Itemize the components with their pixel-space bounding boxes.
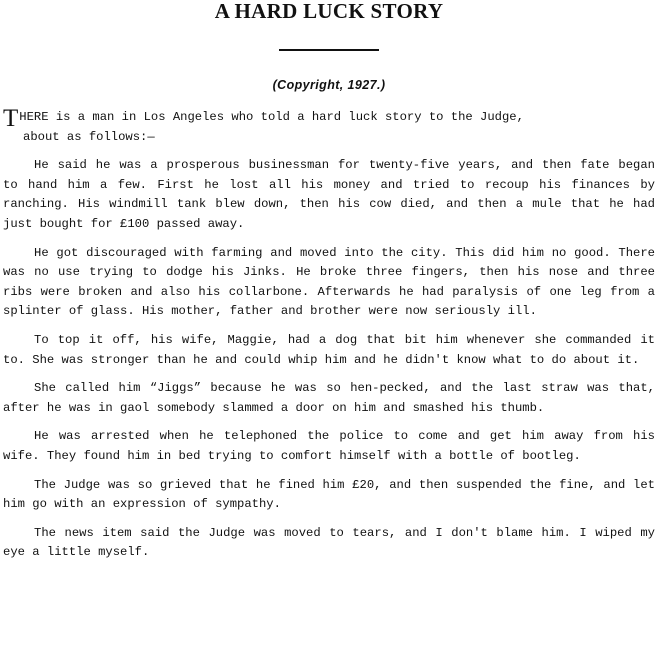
first-paragraph-line2: about as follows:— [23, 129, 155, 144]
title-divider [279, 49, 379, 51]
paragraph-3: He got discouraged with farming and moved into the city. This did him no good. There was no use trying to dodge his Jinks. He broke three fingers, then his nose and three ribs were broken and also his collarbone. Afterwards he had paralysis of one leg from a splinter of glass. His mother, father and brother were now seriously ill. [3, 245, 655, 319]
copyright-line: (Copyright, 1927.) [272, 78, 386, 92]
paragraph-2: He said he was a prosperous businessman for twenty-five years, and then fate began to hand him a few. First he lost all his money and tried to recoup his finances by ranching. His windmill tank blew down, then his cow died, and then a mule that he had just bought for £100 passed away. [3, 158, 655, 231]
paragraph-1 [3, 105, 655, 147]
article-body [3, 105, 655, 563]
paragraph-4: To top it off, his wife, Maggie, had a dog that bit him whenever she commanded it to. She was stronger than he and could whip him and he didn't know what to do about it. [3, 332, 655, 367]
paragraph-8: The news item said the Judge was moved to tears, and I don't blame him. I wiped my eye a little myself. [3, 525, 655, 560]
paragraph-7: The Judge was so grieved that he fined him £20, and then suspended the fine, and let him go with an expression of sympathy. [3, 477, 655, 512]
paragraph-6: He was arrested when he telephoned the police to come and get him away from his wife. They found him in bed trying to comfort himself with a bottle of bootleg. [3, 429, 655, 463]
paragraph-5: She called him “Jiggs” because he was so hen-pecked, and the last straw was that, after he was in gaol somebody slammed a door on him and smashed his thumb. [3, 381, 655, 415]
drop-cap: T [3, 105, 19, 132]
article-title: A HARD LUCK STORY [214, 0, 444, 23]
first-paragraph-line1: HERE is a man in Los Angeles who told a hard luck story to the Judge, [19, 110, 524, 124]
